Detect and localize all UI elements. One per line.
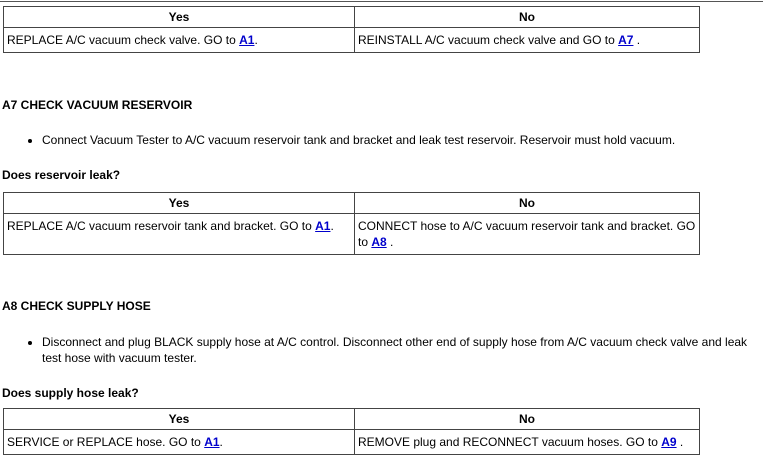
table-header-row xyxy=(4,409,700,430)
no-action-text: REINSTALL A/C vacuum check valve and GO to xyxy=(358,33,619,47)
a8-question: Does supply hose leak? xyxy=(2,386,139,400)
a8-bullet-list xyxy=(0,334,762,366)
yes-after-text: . xyxy=(330,219,334,233)
a7-heading: A7 CHECK VACUUM RESERVOIR xyxy=(2,98,193,112)
no-action-text: CONNECT hose to A/C vacuum reservoir tank and bracket. GO to xyxy=(358,219,696,249)
a7-bullet-list xyxy=(0,132,762,148)
a8-bullet-item: • Disconnect and plug BLACK supply hose at A/C control. Disconnect other end of supply hose from A/C vacuum check valve and leak test hose with vacuum tester. xyxy=(42,334,762,366)
goto-a9-link[interactable]: A9 xyxy=(661,435,677,449)
no-cell xyxy=(355,430,700,455)
top-divider xyxy=(0,1,763,2)
yes-cell xyxy=(4,214,355,255)
yes-action-text: REPLACE A/C vacuum reservoir tank and bracket. GO to xyxy=(7,219,316,233)
yes-cell xyxy=(4,430,355,455)
a8-result-table xyxy=(3,408,700,455)
yes-after-text: . xyxy=(219,435,223,449)
no-after-text: . xyxy=(386,235,394,249)
goto-a8-link[interactable]: A8 xyxy=(371,235,387,249)
goto-a1-link[interactable]: A1 xyxy=(315,219,331,233)
goto-a1-link[interactable]: A1 xyxy=(239,33,255,47)
no-after-text: . xyxy=(676,435,684,449)
yes-header: Yes xyxy=(4,409,355,430)
no-action-text: REMOVE plug and RECONNECT vacuum hoses. GO to xyxy=(358,435,662,449)
a7-result-table xyxy=(3,192,700,255)
yes-action-text: SERVICE or REPLACE hose. GO to xyxy=(7,435,205,449)
yes-after-text: . xyxy=(254,33,258,47)
no-cell xyxy=(355,28,700,53)
no-header: No xyxy=(355,7,700,28)
yes-header: Yes xyxy=(4,7,355,28)
a6-result-table xyxy=(3,6,700,53)
no-after-text: . xyxy=(633,33,641,47)
table-row xyxy=(4,28,700,53)
yes-action-text: REPLACE A/C vacuum check valve. GO to xyxy=(7,33,240,47)
goto-a1-link[interactable]: A1 xyxy=(204,435,220,449)
no-header: No xyxy=(355,193,700,214)
yes-header: Yes xyxy=(4,193,355,214)
a8-heading: A8 CHECK SUPPLY HOSE xyxy=(2,299,151,313)
a7-question: Does reservoir leak? xyxy=(2,168,121,182)
table-row xyxy=(4,430,700,455)
no-header: No xyxy=(355,409,700,430)
table-header-row xyxy=(4,7,700,28)
a7-bullet-item: • Connect Vacuum Tester to A/C vacuum reservoir tank and bracket and leak test reservoir. Reservoir must hold vacuum. xyxy=(42,132,762,148)
yes-cell xyxy=(4,28,355,53)
no-cell xyxy=(355,214,700,255)
table-header-row xyxy=(4,193,700,214)
table-row xyxy=(4,214,700,255)
goto-a7-link[interactable]: A7 xyxy=(618,33,634,47)
